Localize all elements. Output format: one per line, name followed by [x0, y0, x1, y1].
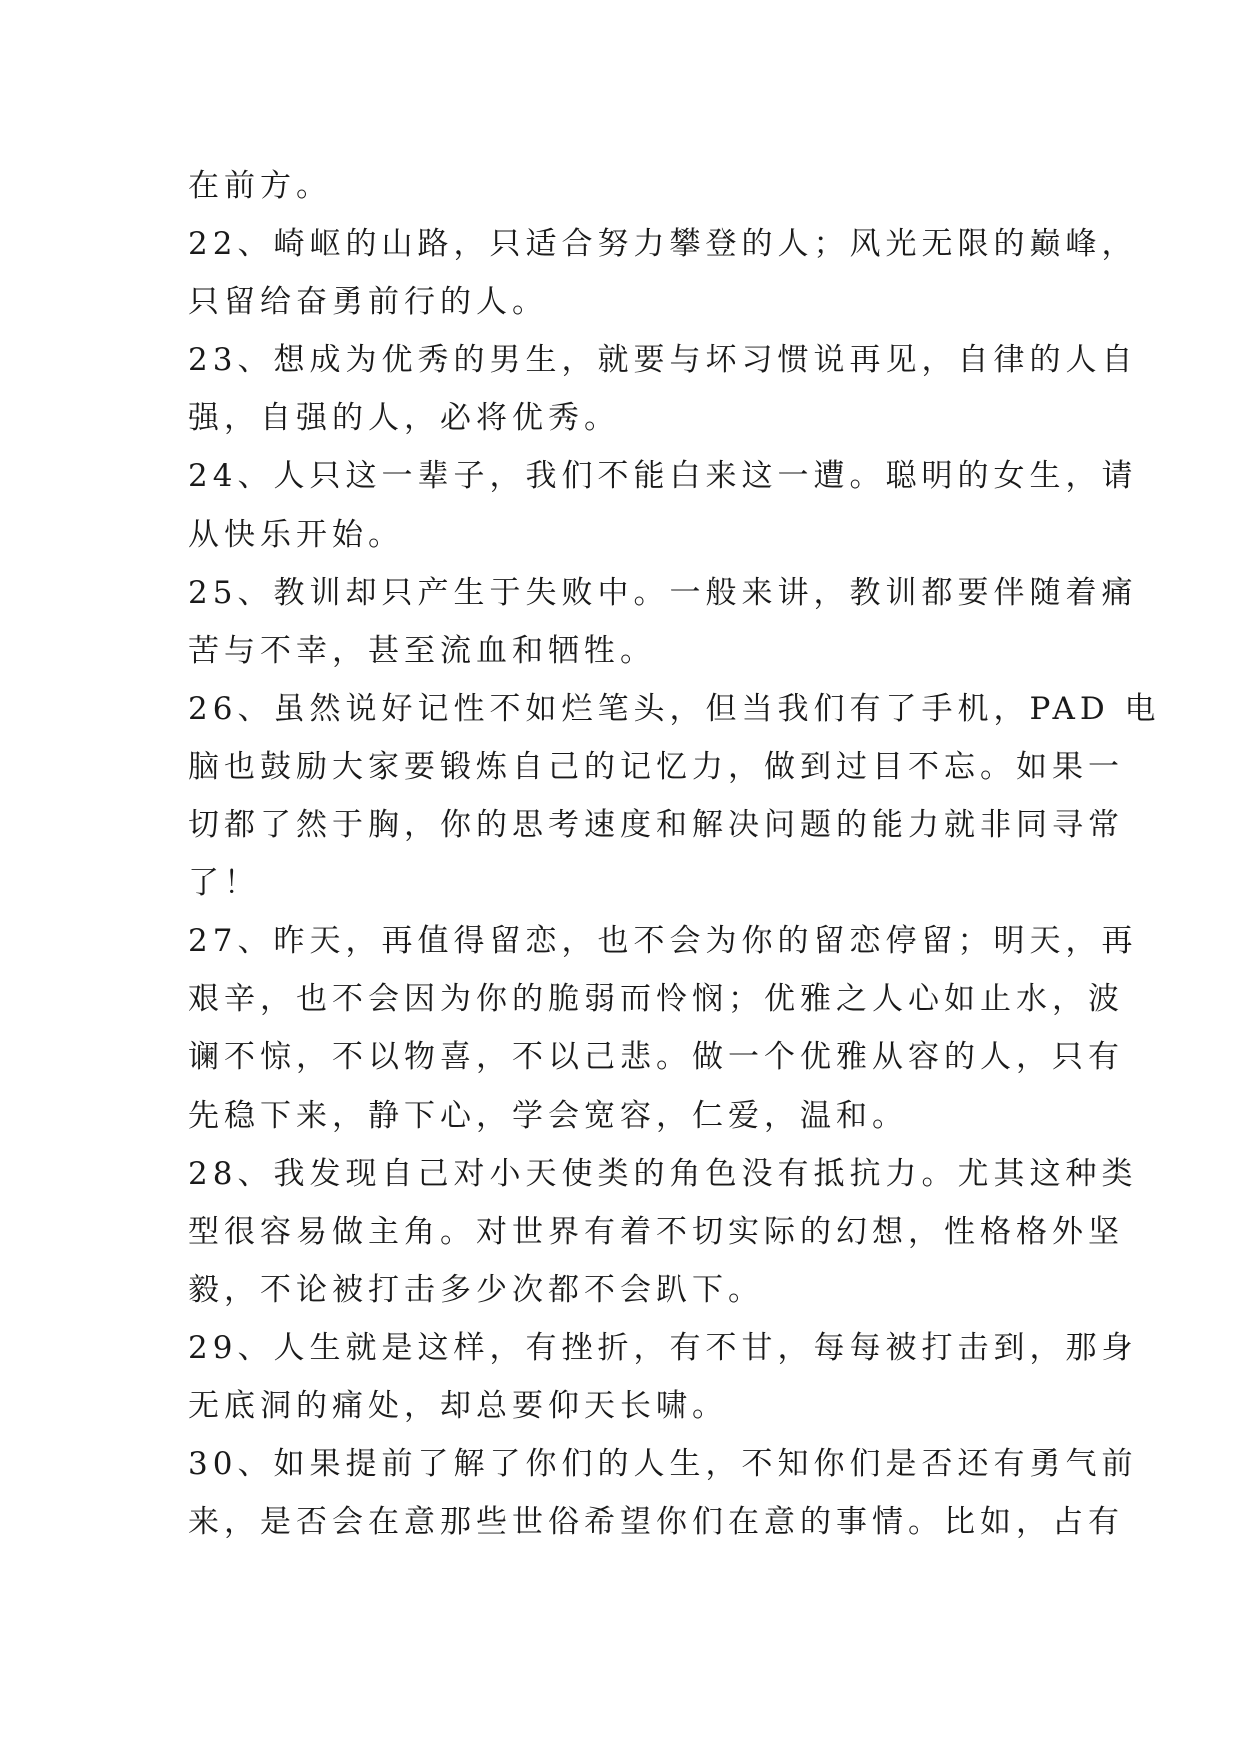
paragraph-item-22	[188, 215, 1138, 331]
text-line: 毅，不论被打击多少次都不会趴下。	[188, 1271, 764, 1308]
text-line: 25、教训却只产生于失败中。一般来讲，教训都要伴随着痛	[188, 574, 1138, 611]
text-line: 先稳下来，静下心，学会宽容，仁爱，温和。	[188, 1097, 908, 1134]
text-line: 28、我发现自己对小天使类的角色没有抵抗力。尤其这种类	[188, 1155, 1138, 1192]
text-line: 来，是否会在意那些世俗希望你们在意的事情。比如，占有	[188, 1504, 1124, 1541]
text-line: 谰不惊，不以物喜，不以己悲。做一个优雅从容的人，只有	[188, 1039, 1124, 1076]
text-line: 27、昨天，再值得留恋，也不会为你的留恋停留；明天，再	[188, 923, 1138, 960]
text-line: 只留给奋勇前行的人。	[188, 284, 548, 321]
paragraph-item-23	[188, 331, 1138, 447]
text-line: 苦与不幸，甚至流血和牺牲。	[188, 632, 656, 669]
text-line: 30、如果提前了解了你们的人生，不知你们是否还有勇气前	[188, 1446, 1138, 1483]
paragraph-continuation	[188, 157, 1068, 215]
text-line: 型很容易做主角。对世界有着不切实际的幻想，性格格外坚	[188, 1213, 1124, 1250]
text-line: 强，自强的人，必将优秀。	[188, 400, 620, 437]
paragraph-item-29	[188, 1319, 1138, 1435]
text-line: 23、想成为优秀的男生，就要与坏习惯说再见，自律的人自	[188, 342, 1138, 379]
text-line: 22、崎岖的山路，只适合努力攀登的人；风光无限的巅峰，	[188, 226, 1138, 263]
text-line: 24、人只这一辈子，我们不能白来这一遭。聪明的女生，请	[188, 458, 1138, 495]
text-line: 26、虽然说好记性不如烂笔头，但当我们有了手机，PAD 电	[188, 690, 1161, 727]
text-line: 切都了然于胸，你的思考速度和解决问题的能力就非同寻常	[188, 807, 1124, 844]
paragraph-item-25	[188, 564, 1138, 680]
text-line: 从快乐开始。	[188, 516, 404, 553]
paragraph-item-27	[188, 912, 1138, 1144]
text-line: 29、人生就是这样，有挫折，有不甘，每每被打击到，那身	[188, 1329, 1138, 1366]
text-line: 脑也鼓励大家要锻炼自己的记忆力，做到过目不忘。如果一	[188, 748, 1124, 785]
paragraph-item-24	[188, 447, 1138, 563]
document-body	[188, 157, 1161, 1551]
text-line: 艰辛，也不会因为你的脆弱而怜悯；优雅之人心如止水，波	[188, 981, 1124, 1018]
text-line: 在前方。	[188, 168, 332, 204]
text-line: 无底洞的痛处，却总要仰天长啸。	[188, 1387, 728, 1424]
paragraph-item-28	[188, 1145, 1138, 1319]
paragraph-item-30	[188, 1435, 1138, 1551]
text-line: 了！	[188, 865, 260, 902]
paragraph-item-26	[188, 680, 1161, 912]
